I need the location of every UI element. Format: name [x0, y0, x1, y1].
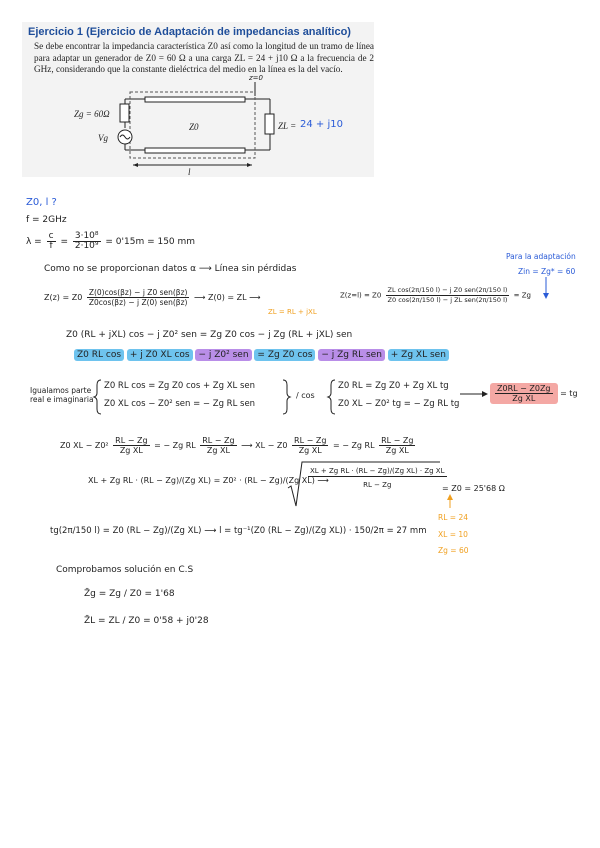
- problem-statement: Se debe encontrar la impedancia característica Z0 así como la longitud de un tramo de línea para adaptar un generador de Z0 = 60 Ω a una carga ZL = 24 + j10 Ω a la frecuencia de 2 GHz, considerando que la constante dieléctrica del medio en la línea es la del vacío.: [34, 41, 374, 75]
- system-eq-3: Z0 RL = Zg Z0 + Zg XL tg: [338, 381, 449, 391]
- zl-value: 24 + j10: [300, 119, 343, 130]
- rl-value: RL = 24: [438, 513, 468, 522]
- tangent-result: $\frac{Z0RL - Z0Zg}{\text{Zg XL}}$ = tg: [490, 383, 578, 404]
- lossless-note: Como no se proporcionan datos α ⟶ Línea sin pérdidas: [44, 264, 297, 274]
- problem-title: Ejercicio 1 (Ejercicio de Adaptación de impedancias analítico): [28, 26, 351, 38]
- expanded-eq: Z0 (RL + jXL) cos − j Z0² sen = Zg Z0 cos − j Zg (RL + jXL) sen: [66, 330, 353, 340]
- zl-normalized: Z̄L = ZL / Z0 = 0'58 + j0'28: [84, 616, 209, 626]
- length-eq: tg(2π/150 l) = Z0 (RL − Zg)/(Zg XL) ⟶ l = tg⁻¹(Z0 (RL − Zg)/(Zg XL)) · 150/2π = 27 mm: [50, 526, 427, 536]
- xl-value: XL = 10: [438, 530, 468, 539]
- check-smith-chart: Comprobamos solución en C.S: [56, 565, 194, 575]
- z-zero-label: z=0: [249, 74, 263, 82]
- zg-normalized: Z̄g = Zg / Z0 = 1'68: [84, 589, 175, 599]
- z0-sqrt-expression: $\frac{\text{XL + Zg RL · (RL − Zg)/(Zg XL) · Zg XL}}{RL - Zg}$: [310, 467, 445, 489]
- system-eq-4: Z0 XL − Z0² tg = − Zg RL tg: [338, 399, 460, 409]
- highlighted-eq: Z0 RL cos + j Z0 XL cos − j Z0² sen = Zg Z0 cos − j Zg RL sen + Zg XL sen: [74, 350, 449, 360]
- zg-label: Zg = 60Ω: [74, 109, 110, 119]
- equate-parts-note: Igualamos parte real e imaginaria: [30, 386, 94, 404]
- frequency-note: f = 2GHz: [26, 215, 67, 225]
- substitution-step-2: XL + Zg RL · (RL − Zg)/(Zg XL) = Z0² · (RL − Zg)/(Zg XL) ⟶: [88, 476, 329, 485]
- zg-value: Zg = 60: [438, 546, 469, 555]
- zl-label: ZL =: [278, 121, 297, 131]
- impedance-at-l-eq: Z(z=l) = Z0 $\frac{\text{ZL cos(2π/150 l) − j Z0 sen(2π/150 l)}}{\text{Z0 cos(2π/150 l) − j ZL sen(2π/150 l)}}$ = Zg: [340, 286, 531, 304]
- impedance-eq: Z(z) = Z0 $\frac{\text{Z(0)cos(βz) − j Z0 sen(βz)}}{\text{Z0cos(βz) − j Z(0) sen(βz)}}$ ⟶ Z(0) = ZL ⟶: [44, 288, 261, 307]
- divide-cos: / cos: [296, 391, 315, 400]
- substitution-step-1: Z0 XL − Z0² $\frac{RL - Zg}{\text{Zg XL}}$ = − Zg RL $\frac{RL - Zg}{\text{Zg XL}}$ ⟶ XL − Z0 $\frac{RL - Zg}{\text{Zg XL}}$ = − Zg RL $\frac{RL - Zg}{\text{Zg XL}}$: [60, 436, 414, 455]
- zin-condition: Zin = Zg* = 60: [518, 267, 576, 276]
- wavelength-eq: λ = $\frac{c}{f}$ = $\frac{\text{3·10⁸}}{\text{2·10⁹}}$ = 0'15m = 150 mm: [26, 231, 196, 251]
- z0-label: Z0: [189, 122, 199, 132]
- system-eq-2: Z0 XL cos − Z0² sen = − Zg RL sen: [104, 399, 256, 409]
- zl-substitution: ZL = RL + jXL: [268, 308, 317, 316]
- unknowns-note: Z0, l ?: [26, 197, 57, 208]
- adaptation-note: Para la adaptación: [506, 252, 576, 261]
- system-eq-1: Z0 RL cos = Zg Z0 cos + Zg XL sen: [104, 381, 256, 391]
- length-label: l: [188, 167, 191, 177]
- z0-result: = Z0 = 25'68 Ω: [442, 484, 505, 493]
- vg-label: Vg: [98, 133, 108, 143]
